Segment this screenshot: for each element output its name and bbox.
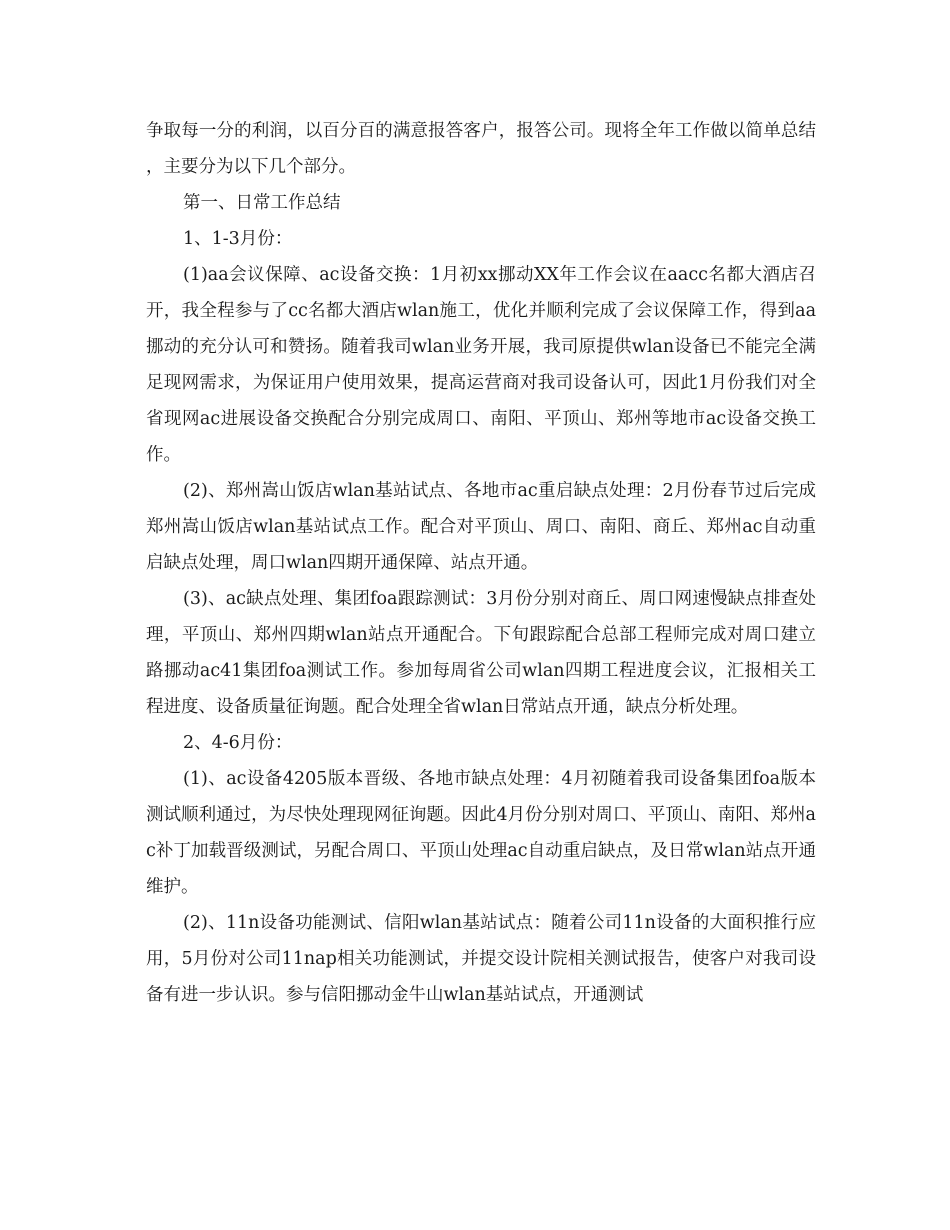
- document-body: [146, 113, 816, 1013]
- paragraph-item-1: (1)aa会议保障、ac设备交换：1月初xx挪动XX年工作会议在aacc名都大酒店召开，我全程参与了cc名都大酒店wlan施工，优化并顺利完成了会议保障工作，得到aa挪动的充分认可和赞扬。随着我司wlan业务开展，我司原提供wlan设备已不能完全满足现网需求，为保证用户使用效果，提高运营商对我司设备认可，因此1月份我们对全省现网ac进展设备交换配合分别完成周口、南阳、平顶山、郑州等地市ac设备交换工作。: [146, 265, 816, 465]
- subsection-heading-apr-jun: 2、4-6月份：: [183, 733, 293, 753]
- section-heading: 第一、日常工作总结: [183, 193, 341, 213]
- paragraph-item-3: (3)、ac缺点处理、集团foa跟踪测试：3月份分别对商丘、周口网速慢缺点排查处理，平顶山、郑州四期wlan站点开通配合。下旬跟踪配合总部工程师完成对周口建立路挪动ac41集团foa测试工作。参加每周省公司wlan四期工程进度会议，汇报相关工程进度、设备质量征询题。配合处理全省wlan日常站点开通，缺点分析处理。: [146, 589, 816, 717]
- paragraph-continuation: 争取每一分的利润，以百分百的满意报答客户，报答公司。现将全年工作做以简单总结，主要分为以下几个部分。: [146, 121, 816, 177]
- paragraph-item-5: (2)、11n设备功能测试、信阳wlan基站试点：随着公司11n设备的大面积推行应用，5月份对公司11nap相关功能测试，并提交设计院相关测试报告，使客户对我司设备有进一步认识。参与信阳挪动金牛山wlan基站试点，开通测试: [146, 913, 816, 1005]
- paragraph-item-4: (1)、ac设备4205版本晋级、各地市缺点处理：4月初随着我司设备集团foa版本测试顺利通过，为尽快处理现网征询题。因此4月份分别对周口、平顶山、南阳、郑州ac补丁加载晋级测试，另配合周口、平顶山处理ac自动重启缺点，及日常wlan站点开通维护。: [146, 769, 816, 897]
- paragraph-item-2: (2)、郑州嵩山饭店wlan基站试点、各地市ac重启缺点处理：2月份春节过后完成郑州嵩山饭店wlan基站试点工作。配合对平顶山、周口、南阳、商丘、郑州ac自动重启缺点处理，周口wlan四期开通保障、站点开通。: [146, 481, 816, 573]
- subsection-heading-jan-mar: 1、1-3月份：: [183, 229, 293, 249]
